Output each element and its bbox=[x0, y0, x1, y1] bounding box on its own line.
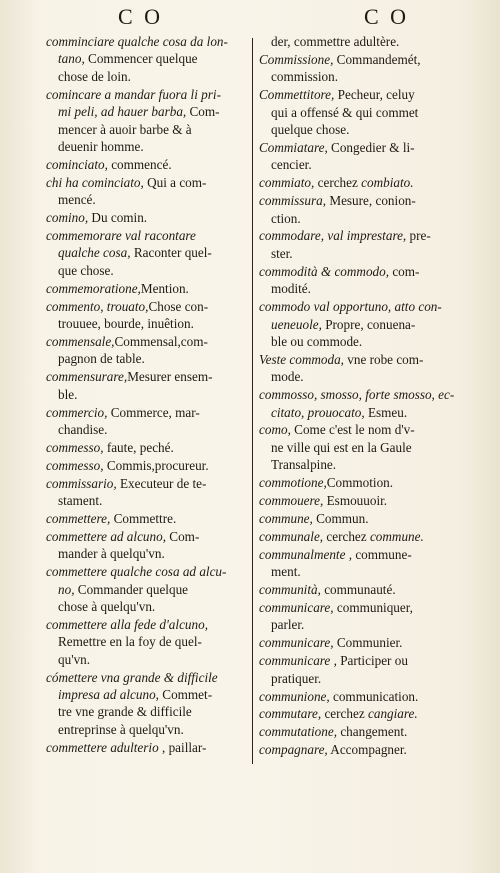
headword-italian: commissura, bbox=[259, 193, 327, 209]
definition-french: mode. bbox=[271, 369, 304, 385]
headword-italian: commercio, bbox=[46, 404, 108, 420]
definition-french: Commerce, mar- bbox=[107, 404, 200, 420]
definition-french: communiquer, bbox=[333, 600, 413, 615]
definition-french: commission. bbox=[271, 69, 339, 85]
entry-line bbox=[46, 598, 250, 615]
dictionary-entry bbox=[46, 616, 250, 668]
definition-french: commune- bbox=[352, 546, 412, 562]
entry-line bbox=[46, 616, 250, 633]
dictionary-entry bbox=[259, 492, 465, 509]
definition-french: vne robe com- bbox=[343, 351, 424, 367]
entry-line bbox=[46, 121, 250, 138]
headword-italian: commensale, bbox=[46, 333, 115, 349]
entry-line bbox=[259, 510, 465, 527]
entry-line bbox=[46, 651, 250, 668]
definition-french: ble ou commode. bbox=[271, 333, 363, 349]
definition-french: Esmouuoir. bbox=[323, 493, 388, 509]
entry-line bbox=[46, 298, 250, 315]
entry-line bbox=[259, 705, 465, 722]
headword-italian: communicare, bbox=[259, 600, 334, 615]
definition-french: Commensal,com- bbox=[114, 333, 208, 349]
entry-line bbox=[46, 50, 250, 67]
headword-italian: como, bbox=[259, 422, 291, 438]
headword-italian: communale, bbox=[259, 528, 324, 544]
entry-line bbox=[46, 563, 250, 580]
dictionary-entry bbox=[46, 457, 250, 474]
right-column bbox=[259, 33, 465, 759]
headword-italian: communicare , bbox=[259, 653, 337, 669]
headword-italian: commune, bbox=[259, 510, 313, 526]
headword-italian: chi ha cominciato, bbox=[46, 174, 144, 190]
definition-french: Commettre. bbox=[110, 510, 177, 526]
headword-italian: commettere alla fede d'alcuno, bbox=[46, 616, 208, 632]
dictionary-entry bbox=[259, 421, 465, 473]
running-head-left: C O bbox=[118, 4, 164, 29]
dictionary-entry bbox=[259, 33, 465, 50]
entry-line bbox=[46, 262, 250, 279]
definition-french: , Commencer quelque bbox=[81, 51, 198, 67]
entry-line bbox=[46, 581, 250, 598]
definition-french: Transalpine. bbox=[271, 457, 337, 473]
entry-line bbox=[46, 475, 250, 492]
entry-line bbox=[46, 333, 250, 350]
dictionary-entry bbox=[259, 227, 465, 262]
definition-french: pre- bbox=[406, 228, 431, 244]
entry-line bbox=[259, 528, 465, 545]
entry-line bbox=[259, 121, 465, 138]
headword-italian: ueneuole, bbox=[271, 316, 322, 332]
entry-line bbox=[259, 192, 465, 209]
definition-french: Remettre en la foy de quel- bbox=[58, 634, 202, 650]
entry-line bbox=[259, 227, 465, 244]
cross-reference: commune. bbox=[369, 528, 424, 544]
definition-french: Mesure, conion- bbox=[326, 193, 416, 209]
definition-french: Com- bbox=[186, 104, 220, 120]
headword-italian: impresa ad alcuno, bbox=[58, 687, 159, 703]
entry-line bbox=[46, 33, 250, 50]
headword-italian: commouere, bbox=[259, 493, 324, 509]
definition-french: der, commettre adultère. bbox=[271, 34, 400, 49]
dictionary-entry bbox=[46, 510, 250, 527]
entry-line bbox=[46, 280, 250, 297]
headword-italian: commemorare val racontare bbox=[46, 227, 196, 243]
entry-line bbox=[259, 139, 465, 156]
dictionary-entry bbox=[259, 263, 465, 298]
entry-line bbox=[259, 581, 465, 598]
definition-french: Commotion. bbox=[326, 475, 394, 491]
definition-french: ment. bbox=[271, 564, 301, 580]
dictionary-entry bbox=[46, 174, 250, 209]
dictionary-entry bbox=[259, 546, 465, 581]
headword-italian: comincare a mandar fuora li pri- bbox=[46, 86, 221, 102]
headword-italian: commesso, bbox=[46, 439, 104, 455]
entry-line bbox=[46, 739, 250, 756]
dictionary-entry bbox=[259, 510, 465, 527]
entry-line bbox=[259, 599, 465, 616]
definition-french: Propre, conuena- bbox=[321, 316, 416, 332]
entry-line bbox=[46, 510, 250, 527]
headword-italian: Commettitore, bbox=[259, 87, 335, 103]
headword-italian: comminciare qualche cosa da lon- bbox=[46, 34, 228, 49]
definition-french: ster. bbox=[271, 245, 293, 261]
entry-line bbox=[46, 457, 250, 474]
headword-italian: comino, bbox=[46, 210, 89, 226]
definition-french: changement. bbox=[337, 724, 408, 740]
definition-french: que chose. bbox=[58, 262, 114, 278]
entry-line bbox=[259, 616, 465, 633]
entry-line bbox=[259, 634, 465, 651]
headword-italian: communicare, bbox=[259, 635, 334, 651]
headword-italian: commettere qualche cosa ad alcu- bbox=[46, 564, 227, 580]
dictionary-entry bbox=[46, 156, 250, 173]
dictionary-entry bbox=[259, 723, 465, 740]
entry-line bbox=[46, 209, 250, 226]
definition-french: Congedier & li- bbox=[327, 139, 415, 155]
headword-italian: communalmente , bbox=[259, 546, 353, 562]
entry-line bbox=[259, 404, 465, 421]
dictionary-entry bbox=[259, 192, 465, 227]
entry-line bbox=[259, 351, 465, 368]
entry-line bbox=[259, 723, 465, 740]
dictionary-entry bbox=[46, 209, 250, 226]
definition-french: Participer ou bbox=[336, 653, 408, 669]
definition-french: Mesurer ensem- bbox=[127, 369, 213, 385]
headword-italian: citato, prouocato, bbox=[271, 404, 365, 420]
dictionary-entry bbox=[259, 688, 465, 705]
definition-french: Come c'est le nom d'v- bbox=[290, 422, 415, 438]
entry-line bbox=[259, 439, 465, 456]
dictionary-entry bbox=[46, 669, 250, 739]
entry-line bbox=[259, 492, 465, 509]
definition-french: ne ville qui est en la Gaule bbox=[271, 439, 412, 455]
headword-italian: commettere adulterio bbox=[46, 739, 159, 755]
definition-french: Raconter quel- bbox=[130, 245, 212, 261]
entry-line bbox=[259, 563, 465, 580]
entry-line bbox=[46, 439, 250, 456]
cross-reference: combiato. bbox=[361, 175, 414, 191]
definition-french: mencé. bbox=[58, 192, 96, 208]
definition-french: cencier. bbox=[271, 157, 312, 173]
definition-french: chandise. bbox=[58, 421, 108, 437]
entry-line bbox=[259, 280, 465, 297]
definition-french: Executeur de te- bbox=[116, 475, 207, 491]
entry-line bbox=[259, 368, 465, 385]
entry-line bbox=[259, 86, 465, 103]
definition-french: entreprinse à quelqu'vn. bbox=[58, 721, 184, 737]
entry-line bbox=[46, 703, 250, 720]
definition-french: mander à quelqu'vn. bbox=[58, 546, 165, 562]
entry-line bbox=[46, 174, 250, 191]
headword-italian: communione, bbox=[259, 688, 330, 704]
dictionary-entry bbox=[259, 386, 465, 421]
entry-line bbox=[46, 633, 250, 650]
dictionary-entry bbox=[259, 581, 465, 598]
definition-french: ction. bbox=[271, 210, 301, 226]
headword-italian: commesso, bbox=[46, 457, 104, 473]
definition-french: ,Chose con- bbox=[145, 298, 209, 314]
headword-italian: compagnare, bbox=[259, 742, 328, 758]
definition-french: stament. bbox=[58, 493, 103, 509]
headword-italian: commosso, smosso, forte smosso, ec- bbox=[259, 387, 455, 403]
definition-french: Esmeu. bbox=[364, 404, 408, 420]
entry-line bbox=[46, 386, 250, 403]
headword-italian: cómettere vna grande & difficile bbox=[46, 669, 218, 685]
headword-italian: commodo val opportuno, atto con- bbox=[259, 299, 442, 315]
entry-line bbox=[46, 528, 250, 545]
headword-italian: commettere ad alcuno, bbox=[46, 528, 166, 544]
entry-line bbox=[259, 652, 465, 669]
headword-italian: commodare, val imprestare, bbox=[259, 228, 407, 244]
entry-line bbox=[46, 244, 250, 261]
entry-line bbox=[259, 51, 465, 68]
definition-french: parler. bbox=[271, 617, 305, 633]
definition-french: pratiquer. bbox=[271, 670, 322, 686]
entry-line bbox=[259, 104, 465, 121]
entry-line bbox=[46, 669, 250, 686]
headword-italian: commettere, bbox=[46, 510, 111, 526]
definition-french: communauté. bbox=[320, 582, 396, 598]
entry-line bbox=[259, 33, 465, 50]
definition-french: Accompagner. bbox=[327, 742, 407, 758]
headword-italian: communità, bbox=[259, 582, 321, 598]
dictionary-entry bbox=[46, 227, 250, 279]
definition-french: qu'vn. bbox=[58, 651, 91, 667]
dictionary-entry bbox=[46, 563, 250, 615]
definition-french: Commander quelque bbox=[74, 581, 189, 597]
entry-line bbox=[46, 86, 250, 103]
entry-line bbox=[46, 138, 250, 155]
entry-line bbox=[46, 721, 250, 738]
dictionary-entry bbox=[259, 474, 465, 491]
entry-line bbox=[46, 103, 250, 120]
definition-french: tre vne grande & difficile bbox=[58, 704, 192, 720]
entry-line bbox=[46, 368, 250, 385]
entry-line bbox=[259, 68, 465, 85]
entry-line bbox=[46, 191, 250, 208]
headword-italian: commiato, bbox=[259, 175, 315, 191]
dictionary-entry bbox=[259, 51, 465, 86]
dictionary-entry bbox=[259, 139, 465, 174]
entry-line bbox=[259, 546, 465, 563]
entry-line bbox=[259, 156, 465, 173]
headword-italian: Commissione, bbox=[259, 51, 334, 67]
dictionary-entry bbox=[46, 333, 250, 368]
entry-line bbox=[259, 333, 465, 350]
dictionary-entry bbox=[46, 739, 250, 756]
headword-italian: commissario, bbox=[46, 475, 117, 491]
dictionary-entry bbox=[259, 86, 465, 138]
definition-french: modité. bbox=[271, 281, 311, 297]
definition-french: Communier. bbox=[333, 635, 403, 651]
definition-french: cerchez bbox=[314, 175, 362, 191]
entry-line bbox=[46, 156, 250, 173]
definition-french: Qui a com- bbox=[143, 174, 207, 190]
headword-italian: commotione, bbox=[259, 475, 327, 491]
headword-italian: commensurare, bbox=[46, 369, 128, 385]
definition-french: chose à quelqu'vn. bbox=[58, 599, 156, 614]
entry-line bbox=[259, 421, 465, 438]
dictionary-entry bbox=[46, 298, 250, 333]
entry-line bbox=[259, 263, 465, 280]
headword-italian: commento, trouato bbox=[46, 298, 146, 314]
definition-french: quelque chose. bbox=[271, 122, 350, 138]
entry-line bbox=[259, 386, 465, 403]
definition-french: mencer à auoir barbe & à bbox=[58, 121, 192, 137]
headword-italian: commemoratione, bbox=[46, 280, 141, 296]
dictionary-entry bbox=[259, 174, 465, 191]
definition-french: cerchez bbox=[323, 528, 370, 544]
entry-line bbox=[46, 545, 250, 562]
entry-line bbox=[259, 316, 465, 333]
entry-line bbox=[46, 315, 250, 332]
dictionary-entry bbox=[46, 33, 250, 85]
dictionary-entry bbox=[259, 741, 465, 758]
dictionary-entry bbox=[259, 298, 465, 350]
entry-line bbox=[46, 492, 250, 509]
definition-french: cerchez bbox=[321, 706, 368, 722]
headword-italian: cominciato, bbox=[46, 156, 108, 172]
dictionary-entry bbox=[259, 599, 465, 634]
entry-line bbox=[259, 670, 465, 687]
definition-french: chose de loin. bbox=[58, 68, 131, 84]
dictionary-entry bbox=[46, 528, 250, 563]
left-column bbox=[46, 33, 250, 757]
dictionary-entry bbox=[46, 280, 250, 297]
definition-french: faute, peché. bbox=[103, 439, 174, 455]
entry-line bbox=[259, 245, 465, 262]
definition-french: Com- bbox=[166, 528, 200, 544]
headword-italian: commodità & commodo, bbox=[259, 263, 390, 279]
definition-french: Du comin. bbox=[88, 210, 148, 226]
definition-french: Pecheur, celuy bbox=[334, 87, 415, 103]
definition-french: , paillar- bbox=[158, 739, 207, 755]
definition-french: Commun. bbox=[312, 510, 369, 526]
headword-italian: commutare, bbox=[259, 706, 322, 722]
definition-french: com- bbox=[389, 263, 420, 279]
entry-line bbox=[259, 474, 465, 491]
cross-reference: cangiare. bbox=[368, 706, 418, 722]
entry-line bbox=[259, 456, 465, 473]
definition-french: ble. bbox=[58, 386, 78, 402]
headword-italian: mi peli, ad hauer barba, bbox=[58, 104, 187, 120]
entry-line bbox=[46, 227, 250, 244]
dictionary-entry bbox=[46, 439, 250, 456]
dictionary-entry bbox=[46, 368, 250, 403]
dictionary-entry bbox=[259, 652, 465, 687]
dictionary-entry bbox=[259, 351, 465, 386]
dictionary-entry bbox=[259, 634, 465, 651]
definition-french: Commandemét, bbox=[333, 51, 421, 67]
dictionary-entry bbox=[46, 404, 250, 439]
definition-french: trouuee, bourde, inuêtion. bbox=[58, 316, 194, 331]
definition-french: commencé. bbox=[107, 156, 172, 172]
headword-italian: no, bbox=[58, 581, 75, 597]
entry-line bbox=[46, 404, 250, 421]
headword-italian: qualche cosa, bbox=[58, 245, 131, 261]
definition-french: deuenir homme. bbox=[58, 138, 144, 154]
definition-french: pagnon de table. bbox=[58, 351, 145, 367]
entry-line bbox=[259, 298, 465, 315]
entry-line bbox=[259, 688, 465, 705]
entry-line bbox=[46, 350, 250, 367]
definition-french: communication. bbox=[329, 688, 419, 704]
column-rule bbox=[252, 38, 253, 764]
dictionary-entry bbox=[259, 705, 465, 722]
dictionary-entry bbox=[259, 528, 465, 545]
definition-french: Commis,procureur. bbox=[103, 457, 209, 473]
headword-italian: commutatione, bbox=[259, 724, 338, 740]
dictionary-entry bbox=[46, 86, 250, 156]
definition-french: Mention. bbox=[140, 280, 189, 296]
entry-line bbox=[46, 68, 250, 85]
entry-line bbox=[46, 421, 250, 438]
running-head-right: C O bbox=[364, 4, 410, 29]
dictionary-entry bbox=[46, 475, 250, 510]
running-head bbox=[0, 4, 500, 32]
definition-french: Commet- bbox=[158, 687, 213, 703]
headword-italian: Commiatare, bbox=[259, 139, 328, 155]
headword-italian: Veste commoda, bbox=[259, 351, 344, 367]
entry-line bbox=[259, 210, 465, 227]
definition-french: qui a offensé & qui commet bbox=[271, 104, 419, 120]
entry-line bbox=[259, 174, 465, 191]
entry-line bbox=[259, 741, 465, 758]
headword-italian: tano bbox=[58, 51, 82, 67]
entry-line bbox=[46, 686, 250, 703]
